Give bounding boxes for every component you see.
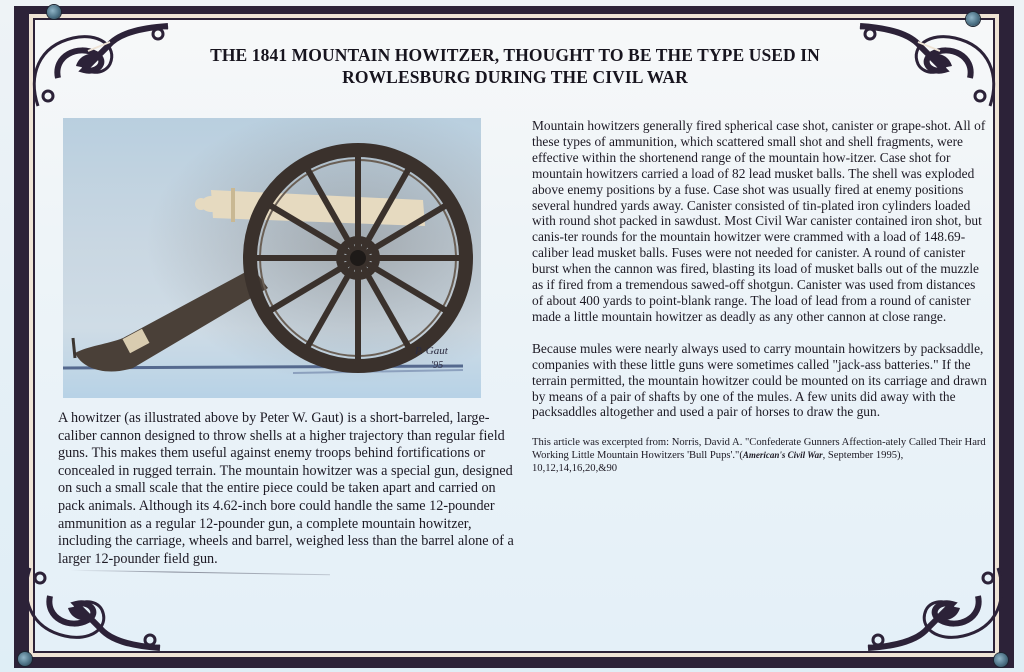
signature-year: '95: [431, 360, 444, 371]
mounting-screw-icon: [18, 652, 32, 666]
jackass-batteries-paragraph: Because mules were nearly always used to carry mountain howitzers by packsaddle, companies with these little guns were sometimes called "jack-ass batteries." If the terrain permitted, the mountain howitzer could be mounted on its carriage and drawn by means of a pair of shafts by one of the mules. A few units did away with the packsaddles altogether and used a pair of horses to draw the gun.: [532, 340, 987, 420]
howitzer-drawing-icon: [63, 118, 481, 398]
artist-signature: P. Gaut: [415, 345, 448, 357]
title-line-1: THE 1841 MOUNTAIN HOWITZER, THOUGHT TO BE THE TYPE USED IN: [210, 45, 820, 65]
citation-journal: American's Civil War: [742, 450, 823, 461]
citation-prefix: This article was excerpted from: Norris, David A. "Confederate Gunners Affection-ately Called Their Hard Working Little Mountain Howitzers 'Bull Pups'."(: [532, 437, 986, 462]
corner-scroll-ornament-icon: [10, 558, 170, 668]
corner-scroll-ornament-icon: [858, 558, 1018, 668]
howitzer-description-paragraph: A howitzer (as illustrated above by Peter W. Gaut) is a short-barreled, large-caliber cannon designed to throw shells at a higher trajectory than regular field guns. This makes them useful against enemy troops behind fortifications or concealed in rugged terrain. The mountain howitzer was a special gun, designed on such a small scale that the entire piece could be taken apart and carried on pack animals. Although its 4.62-inch bore could handle the same 12-pounder ammunition as a regular 12-pounder gun, a complete mountain howitzer, including the carriage, wheels and barrel, weighed less than the barrel alone of a larger 12-pounder field gun.: [58, 410, 514, 567]
mounting-screw-icon: [994, 653, 1008, 667]
citation-suffix: , September 1995), 10,12,14,16,20,&90: [532, 450, 904, 475]
mounting-screw-icon: [966, 12, 980, 26]
ammunition-paragraph: Mountain howitzers generally fired spherical case shot, canister or grape-shot. All of these types of ammunition, which scattered small shot and shell fragments, were effective within the shortenend range of the mountain how-itzer. Case shot for mountain howitzers carried a load of 82 lead musket balls. The shell was exploded above enemy positions by a fuse. Case shot was usually fired at enemy positions several hundred yards away. Canister consisted of tin-plated iron cylinders loaded with round shot packed in sawdust. Most Civil War canister contained iron shot, but canis-ter rounds for the mountain howitzer were crammed with a load of 148.69-caliber lead musket balls. Fuses were not needed for canister. A round of canister burst when the cannon was fired, blasting its load of musket balls out of the muzzle as if fired from a tremendous sawed-off shotgun. Canister was used from distances of about 400 yards to point-blank range. The load of lead from a round of canister made a little mountain howitzer as deadly as any other cannon at close range.: [532, 118, 986, 324]
left-column-text: [58, 410, 518, 568]
citation: [532, 436, 987, 475]
right-column-text: [532, 118, 987, 491]
title-line-2: ROWLESBURG DURING THE CIVIL WAR: [342, 67, 688, 87]
sign-title: [120, 44, 910, 88]
mounting-screw-icon: [47, 5, 61, 19]
howitzer-illustration: [63, 118, 481, 398]
